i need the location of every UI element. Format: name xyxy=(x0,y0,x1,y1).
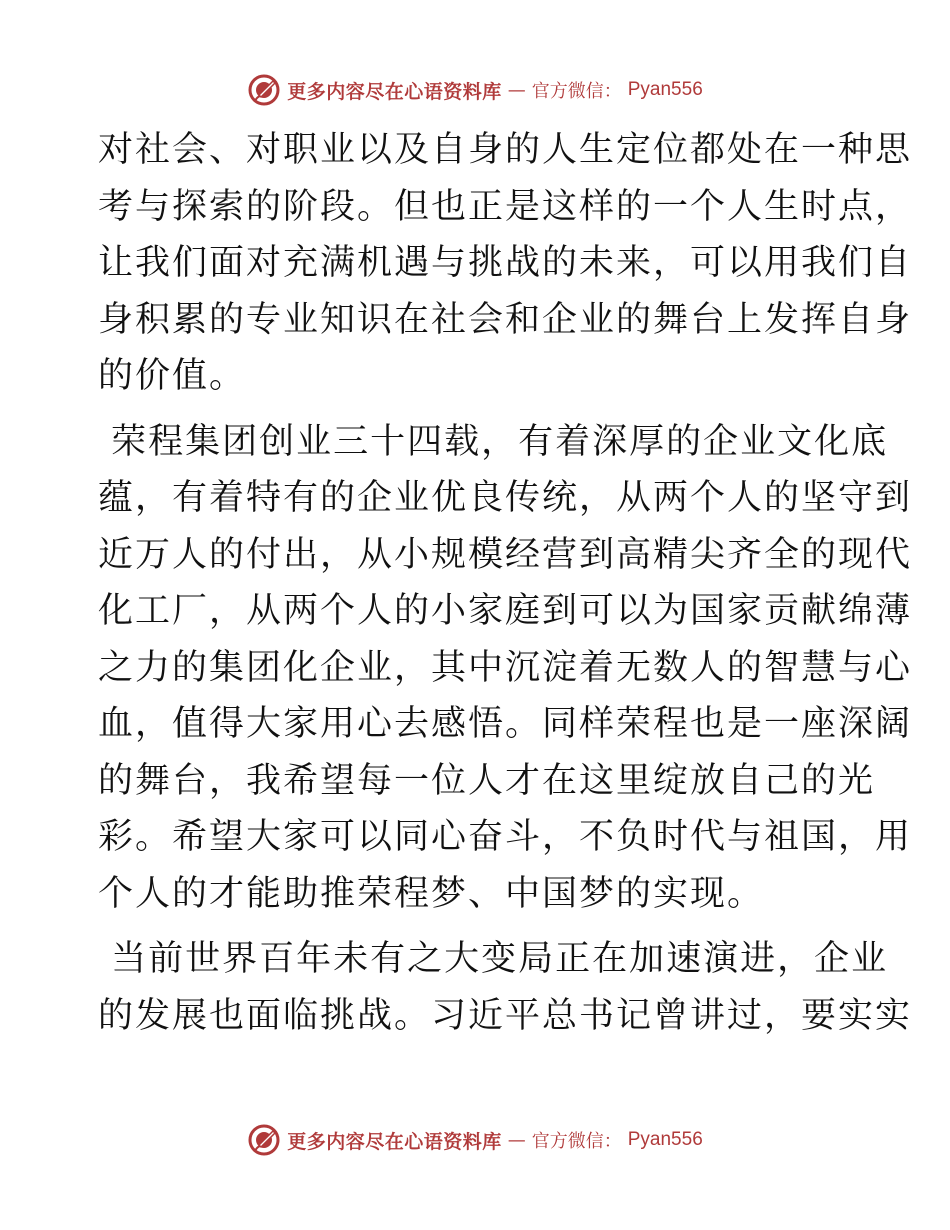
header-banner xyxy=(0,70,950,110)
banner-dash: — xyxy=(507,79,526,101)
text-line: 的发展也面临挑战。习近平总书记曾讲过，要实实 xyxy=(98,995,913,1036)
text-line: 化工厂，从两个人的小家庭到可以为国家贡献绵薄 xyxy=(98,591,913,631)
banner-wechat-label: 官方微信： xyxy=(531,81,622,102)
paragraph-2 xyxy=(98,414,913,923)
banner-wechat-label: 官方微信： xyxy=(531,1131,622,1152)
paragraph-3 xyxy=(98,931,913,1044)
banner-wechat-id: Pyan556 xyxy=(627,1129,703,1150)
text-line: 让我们面对充满机遇与挑战的未来，可以用我们自 xyxy=(98,243,913,283)
banner-site-name: 更多内容尽在心语资料库 xyxy=(287,80,502,103)
text-line: 考与探索的阶段。但也正是这样的一个人生时点， xyxy=(98,186,913,227)
document-body xyxy=(98,122,913,1053)
footer-banner xyxy=(0,1120,950,1160)
text-line: 彩。希望大家可以同心奋斗，不负时代与祖国，用 xyxy=(98,817,913,857)
banner-dash: — xyxy=(507,1129,526,1151)
banner-site-name: 更多内容尽在心语资料库 xyxy=(287,1130,502,1153)
text-line: 之力的集团化企业，其中沉淀着无数人的智慧与心 xyxy=(98,647,913,688)
text-line: 对社会、对职业以及自身的人生定位都处在一种思 xyxy=(98,130,913,170)
text-line: 的价值。 xyxy=(98,356,247,396)
text-line: 血，值得大家用心去感悟。同样荣程也是一座深阔 xyxy=(98,704,913,744)
text-line: 个人的才能助推荣程梦、中国梦的实现。 xyxy=(98,873,765,914)
text-line: 蕴，有着特有的企业优良传统，从两个人的坚守到 xyxy=(98,478,913,518)
pen-logo-icon xyxy=(247,1123,281,1157)
banner-wechat-id: Pyan556 xyxy=(627,79,703,100)
text-line: 荣程集团创业三十四载，有着深厚的企业文化底 xyxy=(98,421,889,462)
text-line: 近万人的付出，从小规模经营到高精尖齐全的现代 xyxy=(98,534,913,575)
text-line: 身积累的专业知识在社会和企业的舞台上发挥自身 xyxy=(98,299,913,340)
pen-logo-icon xyxy=(247,73,281,107)
paragraph-1 xyxy=(98,122,913,405)
text-line: 的舞台，我希望每一位人才在这里绽放自己的光 xyxy=(98,760,876,801)
text-line: 当前世界百年未有之大变局正在加速演进，企业 xyxy=(98,939,889,979)
